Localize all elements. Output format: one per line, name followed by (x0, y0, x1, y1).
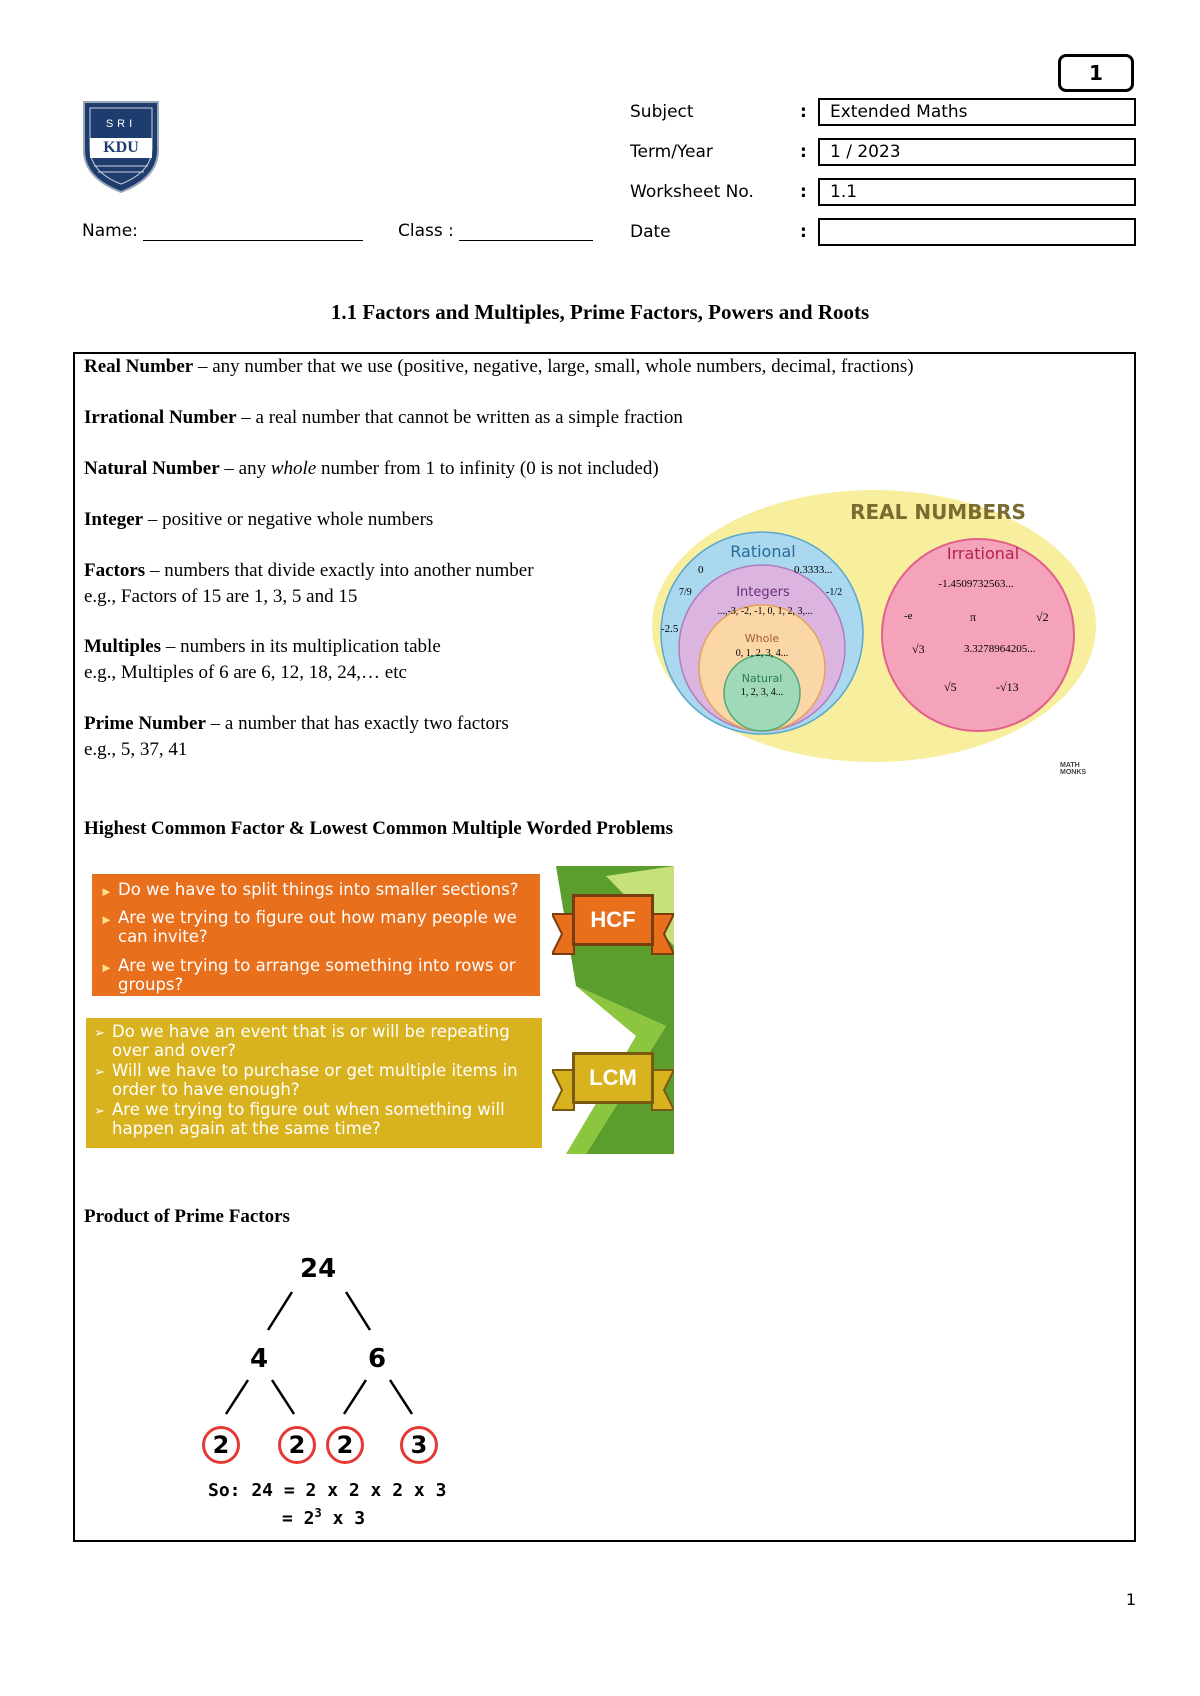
def-multiples (84, 634, 441, 660)
lcm-question-cont: happen again at the same time? (112, 1119, 381, 1138)
lcm-question: Do we have an event that is or will be repeating (112, 1022, 510, 1041)
def-term: Factors (84, 560, 146, 581)
venn-rational-label: Rational (730, 542, 796, 561)
class-line[interactable] (459, 220, 593, 241)
lcm-question: Will we have to purchase or get multiple items in (112, 1061, 518, 1080)
factor-tree (190, 1250, 450, 1529)
so-equation-line2 (282, 1506, 365, 1529)
logo-top-text: SRI (105, 118, 137, 130)
venn-rat-dec: 0.3333... (794, 564, 833, 576)
footer-page-number: 1 (1125, 1590, 1136, 1609)
real-numbers-diagram (648, 488, 1098, 778)
bullet-icon: ► (100, 912, 113, 927)
hcf-question-cont: groups? (118, 975, 184, 994)
def-text: – any (219, 458, 271, 479)
def-text-italic: whole (270, 458, 317, 479)
def-term: Natural Number (84, 458, 220, 479)
subject-label: Subject (630, 102, 694, 122)
lcm-question-cont: over and over? (112, 1041, 236, 1060)
hcf-ribbon: HCF (572, 894, 654, 946)
def-multiples-example: e.g., Multiples of 6 are 6, 12, 18, 24,… etc (84, 662, 407, 683)
venn-rat-neghalf: -1/2 (826, 587, 843, 598)
page-title: 1.1 Factors and Multiples, Prime Factors, Powers and Roots (330, 300, 870, 324)
venn-irr-e: -e (904, 610, 913, 622)
def-term: Real Number (84, 356, 194, 377)
def-text: – numbers in its multiplication table (161, 636, 441, 657)
venn-natural-list: 1, 2, 3, 4... (740, 687, 784, 698)
venn-rat-79: 7/9 (679, 587, 692, 598)
def-natural (84, 456, 659, 482)
bullet-icon: ► (100, 884, 113, 899)
venn-title: REAL NUMBERS (850, 500, 1026, 524)
venn-whole-label: Whole (744, 632, 780, 645)
hcf-question: Do we have to split things into smaller sections? (118, 880, 519, 899)
def-text: – positive or negative whole numbers (143, 509, 434, 530)
term-value-box[interactable]: 1 / 2023 (818, 138, 1136, 166)
colon: : (800, 142, 807, 162)
def-real (84, 354, 1134, 380)
colon: : (800, 182, 807, 202)
tree-root: 24 (300, 1254, 337, 1284)
subject-value-box[interactable]: Extended Maths (818, 98, 1136, 126)
venn-irrational-label: Irrational (946, 544, 1020, 563)
prime-factors-heading: Product of Prime Factors (84, 1206, 290, 1227)
worksheet-value-box[interactable]: 1.1 (818, 178, 1136, 206)
venn-int-list: ...,-3, -2, -1, 0, 1, 2, 3,... (717, 606, 813, 617)
venn-irr-r2: √2 (1036, 610, 1049, 624)
colon: : (800, 222, 807, 242)
bullet-icon: ► (100, 960, 113, 975)
def-prime (84, 711, 509, 737)
venn-svg (648, 488, 1098, 778)
school-logo (80, 98, 162, 194)
name-line[interactable] (143, 220, 363, 241)
def-factors (84, 558, 534, 584)
def-term: Prime Number (84, 713, 206, 734)
venn-irr-r3: √3 (912, 642, 925, 656)
name-field[interactable] (82, 220, 363, 241)
venn-rat-zero: 0 (698, 564, 704, 576)
venn-rat-neg25: -2.5 (661, 623, 679, 635)
class-label: Class : (398, 221, 454, 241)
prime-leaf: 3 (400, 1426, 438, 1464)
date-label: Date (630, 222, 671, 242)
class-field[interactable] (398, 220, 593, 241)
page-number-box: 1 (1058, 54, 1134, 92)
def-term: Irrational Number (84, 407, 237, 428)
venn-irr-r5: √5 (944, 680, 957, 694)
venn-natural-label: Natural (741, 672, 783, 685)
name-label: Name: (82, 221, 138, 241)
colon: : (800, 102, 807, 122)
arrow-bullet-icon: ➢ (94, 1025, 105, 1040)
term-label: Term/Year (630, 142, 713, 162)
def-prime-example: e.g., 5, 37, 41 (84, 739, 188, 760)
lcm-questions-box (86, 1018, 542, 1148)
venn-irr-1: -1.4509732563... (938, 578, 1014, 590)
tree-right: 6 (368, 1344, 387, 1374)
def-text: – a real number that cannot be written as a simple fraction (236, 407, 683, 428)
lcm-ribbon: LCM (572, 1052, 654, 1104)
def-text: – any number that we use (positive, negative, large, small, whole numbers, decimal, fractions) (193, 356, 914, 377)
hcf-questions-box (92, 874, 540, 996)
tree-left: 4 (250, 1344, 269, 1374)
so-eq-exponent: 3 (314, 1506, 322, 1520)
venn-irr-pi: π (970, 610, 977, 624)
prime-leaf: 2 (326, 1426, 364, 1464)
def-text: – numbers that divide exactly into another number (145, 560, 534, 581)
venn-whole-list: 0, 1, 2, 3, 4... (735, 648, 789, 659)
date-value-box[interactable] (818, 218, 1136, 246)
lcm-question-cont: order to have enough? (112, 1080, 300, 1099)
so-equation-line1: So: 24 = 2 x 2 x 2 x 3 (208, 1480, 447, 1501)
hcf-question: Are we trying to arrange something into rows or (118, 956, 516, 975)
hcf-question-cont: can invite? (118, 927, 208, 946)
venn-brand: MATH MONKS (1060, 762, 1087, 776)
worksheet-label: Worksheet No. (630, 182, 754, 202)
so-eq-part: = 2 (282, 1508, 315, 1529)
venn-irr-r13: -√13 (996, 680, 1019, 694)
def-irrational (84, 405, 683, 431)
hcf-question: Are we trying to figure out how many people we (118, 908, 517, 927)
def-text: – a number that has exactly two factors (205, 713, 509, 734)
hcf-lcm-heading: Highest Common Factor & Lowest Common Multiple Worded Problems (84, 818, 673, 839)
hcf-lcm-panel (86, 866, 674, 1154)
def-integer (84, 507, 433, 533)
def-factors-example: e.g., Factors of 15 are 1, 3, 5 and 15 (84, 586, 358, 607)
venn-integers-label: Integers (736, 585, 790, 600)
venn-irr-dec: 3.3278964205... (964, 643, 1036, 655)
def-term: Multiples (84, 636, 162, 657)
logo-main-text: KDU (103, 139, 139, 156)
arrow-bullet-icon: ➢ (94, 1103, 105, 1118)
def-term: Integer (84, 509, 144, 530)
prime-leaf: 2 (202, 1426, 240, 1464)
def-text: number from 1 to infinity (0 is not included) (316, 458, 659, 479)
prime-leaf: 2 (278, 1426, 316, 1464)
so-eq-part: x 3 (321, 1508, 366, 1529)
lcm-question: Are we trying to figure out when something will (112, 1100, 505, 1119)
arrow-bullet-icon: ➢ (94, 1064, 105, 1079)
